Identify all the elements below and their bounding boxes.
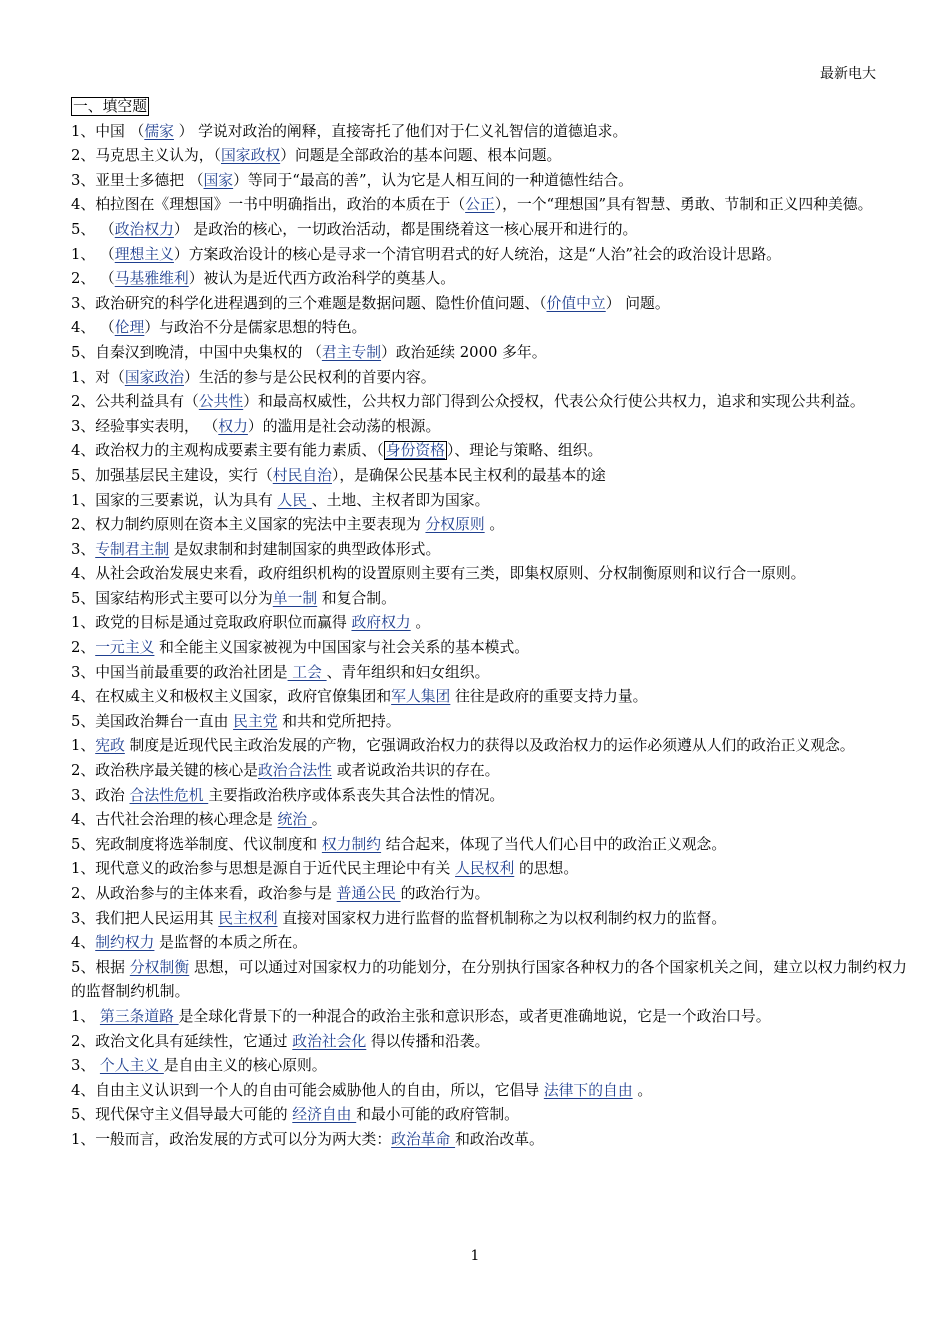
question-text: 4、 [71,934,96,952]
question-text: 和共和党所把持。 [277,712,401,730]
question-line [71,562,907,587]
answer-blank: 国家政治 [124,368,185,386]
question-text: 是全球化背景下的一种混合的政治主张和意识形态，或者更准确地说，它是一个政治口号。 [178,1007,771,1025]
answer-blank: 公正 [465,196,495,214]
answer-blank: 国家 [203,171,234,189]
question-text: 3、我们把人民运用其 [71,909,219,927]
question-text: 3、 [71,1057,100,1075]
answer-blank: 君主专制 [321,343,382,361]
question-line [71,169,907,194]
question-line [71,1103,907,1128]
question-line [71,513,907,538]
question-line [71,439,907,464]
question-text: ） 学说对政治的阐释，直接寄托了他们对于仁义礼智信的道德追求。 [173,122,628,140]
question-text: 2、政治秩序最关键的核心是 [71,762,258,780]
question-text: 3、经验事实表明， （ [71,417,219,435]
question-line [71,931,907,956]
question-text: 往往是政府的重要支持力量。 [450,688,648,706]
question-text: 1、中国 （ [71,122,145,140]
question-text: 5、国家结构形式主要可以分为 [71,589,273,607]
question-text: ）生活的参与是公民权利的首要内容。 [184,368,436,386]
question-text: 4、古代社会治理的核心理念是 [71,811,278,829]
question-text: 是奴隶制和封建制国家的典型政体形式。 [169,540,441,558]
question-line [71,243,907,268]
page-header: 最新电大 [820,66,876,82]
question-text: 结合起来，体现了当代人们心目中的政治正义观念。 [381,835,727,853]
question-list [71,120,907,1153]
answer-blank: 政治合法性 [257,762,332,780]
answer-blank: 单一制 [272,589,318,607]
question-text: 3、 [71,540,96,558]
answer-blank: 权力 [218,417,248,435]
question-text: 3、政治研究的科学化进程遇到的三个难题是数据问题、隐性价值问题、（ [71,294,547,312]
answer-blank: 理想主义 [114,245,174,263]
answer-blank: 政府权力 [351,614,411,632]
question-text: 4、柏拉图在《理想国》一书中明确指出，政治的本质在于（ [71,196,466,214]
question-line [71,267,907,292]
question-line [71,120,907,145]
question-text: 的政治行为。 [400,885,490,902]
question-text: 思想，可以通过对国家权力的功能划分，在分别执行国家各种权力的各个国家机关之间，建立以权力制约权力的监督制约机制。 [71,958,907,1001]
question-text: 1、一般而言，政治发展的方式可以分为两大类： [71,1130,392,1148]
question-text: 5、现代保守主义倡导最大可能的 [71,1106,293,1124]
question-line [71,956,907,1005]
question-text: 和复合制。 [317,589,396,607]
answer-blank: 工会 [287,663,327,681]
question-text: 2、马克思主义认为，（ [71,147,221,165]
question-line [71,538,907,563]
section-title: 一、填空题 [73,98,147,115]
answer-blank: 第三条道路 [99,1007,179,1025]
answer-blank: 普通公民 [336,885,401,902]
question-text: 2、公共利益具有（ [71,393,199,411]
question-line [71,415,907,440]
question-text: 2、 （ [71,270,115,288]
question-line [71,661,907,686]
answer-blank: 统治 [277,811,312,829]
question-text: 是自由主义的核心原则。 [163,1057,327,1075]
question-line [71,611,907,636]
answer-blank: 民主党 [233,712,278,730]
question-text: 3、政治 [71,786,130,804]
question-text: 、青年组织和妇女组织。 [326,663,490,681]
question-line [71,390,907,415]
answer-blank: 经济自由 [292,1106,357,1124]
question-line [71,784,907,809]
answer-blank: 权力制约 [321,835,382,853]
answer-blank: 政治权力 [114,220,174,238]
question-line [71,808,907,833]
question-text: 得以传播和沿袭。 [366,1032,490,1050]
question-text: ），一个“理想国”具有智慧、勇敢、节制和正义四种美德。 [494,196,873,214]
answer-blank: 军人集团 [391,688,451,706]
answer-blank: 人民 [277,491,312,509]
page-number: 1 [470,1248,480,1264]
question-line [71,1054,907,1079]
question-text: 5、美国政治舞台一直由 [71,712,234,730]
question-text: 或者说政治共识的存在。 [331,762,500,780]
answer-blank: 民主权利 [218,909,278,927]
question-text: 直接对国家权力进行监督的监督机制称之为以权利制约权力的监督。 [277,909,727,927]
answer-blank: 伦理 [114,319,145,337]
question-text: 主要指政治秩序或体系丧失其合法性的情况。 [208,786,505,804]
question-text: ）、理论与策略、组织。 [446,442,603,460]
answer-blank: 公共性 [198,393,244,411]
question-text: 4、从社会政治发展史来看，政府组织机构的设置原则主要有三类，即集权原则、分权制衡原则和议行合一原则。 [71,565,806,583]
answer-blank: 专制君主制 [95,540,170,558]
question-text: 是监督的本质之所在。 [154,934,308,952]
question-line [71,907,907,932]
question-line [71,341,907,366]
question-line [71,292,907,317]
question-text: 4、 （ [71,319,115,337]
question-text: 3、亚里士多德把 （ [71,171,204,189]
answer-blank: 制约权力 [95,934,155,952]
question-line [71,685,907,710]
answer-blank: 个人主义 [99,1057,164,1075]
answer-blank: 村民自治 [272,466,332,484]
question-text: 1、 [71,1007,100,1025]
question-line [71,489,907,514]
question-text: 2、政治文化具有延续性，它通过 [71,1032,293,1050]
question-line [71,587,907,612]
section-title-wrap [71,95,907,120]
question-line [71,734,907,759]
question-text: 4、政治权力的主观构成要素主要有能力素质、（ [71,442,384,460]
question-line [71,218,907,243]
question-line [71,636,907,661]
question-line [71,1030,907,1055]
question-text: 5、自秦汉到晚清，中国中央集权的 （ [71,343,322,361]
question-text: 1、 （ [71,245,115,263]
question-text: 5、宪政制度将选举制度、代议制度和 [71,835,322,853]
answer-blank: 政治革命 [391,1130,456,1148]
question-text: 。 [311,811,327,829]
answer-blank: 马基雅维利 [114,270,189,288]
question-line [71,1005,907,1030]
answer-blank: 一元主义 [95,639,155,657]
answer-blank: 国家政权 [220,147,281,165]
question-text: 。 [410,614,431,632]
answer-blank: 儒家 [144,122,174,140]
question-line [71,759,907,784]
question-text: 1、对（ [71,368,125,386]
question-text: ）等同于“最高的善”，认为它是人相互间的一种道德性结合。 [233,171,633,189]
question-text: 制度是近现代民主政治发展的产物，它强调政治权力的获得以及政治权力的运作必须遵从人们的政治正义观念。 [124,737,855,755]
question-line [71,833,907,858]
question-line [71,882,907,907]
question-text: 4、自由主义认识到一个人的自由可能会威胁他人的自由，所以，它倡导 [71,1081,544,1099]
question-text: 5、 （ [71,220,115,238]
answer-blank: 法律下的自由 [543,1081,633,1099]
question-text: 、土地、主权者即为国家。 [311,491,490,509]
question-text: ）被认为是近代西方政治科学的奠基人。 [188,270,456,288]
question-text: ）政治延续 2000 多年。 [381,343,547,361]
question-text: 2、权力制约原则在资本主义国家的宪法中主要表现为 [71,516,426,534]
question-text: 的思想。 [514,860,579,878]
question-text: 和全能主义国家被视为中国国家与社会关系的基本模式。 [154,639,530,657]
question-line [71,1128,907,1153]
question-text: ）方案政治设计的核心是寻求一个清官明君式的好人统治，这是“人治”社会的政治设计思路。 [173,245,781,263]
answer-blank: 分权制衡 [129,958,190,976]
answer-blank: 分权原则 [425,516,485,534]
question-line [71,316,907,341]
question-line [71,1079,907,1104]
question-text: ）和最高权威性，公共权力部门得到公众授权，代表公众行使公共权力，追求和实现公共利益。 [243,393,865,411]
question-text: 5、加强基层民主建设，实行（ [71,466,273,484]
question-text: ），是确保公民基本民主权利的最基本的途 [331,466,606,484]
question-line [71,193,907,218]
question-text: ）与政治不分是儒家思想的特色。 [144,319,367,337]
question-line [71,144,907,169]
answer-blank: 政治社会化 [292,1032,367,1050]
answer-blank: 宪政 [95,737,125,755]
question-text: 1、国家的三要素说，认为具有 [71,491,278,509]
question-text: 2、从政治参与的主体来看，政治参与是 [71,885,337,902]
question-text: 3、中国当前最重要的政治社团是 [71,663,288,681]
answer-blank: 合法性危机 [129,786,209,804]
question-text: ）问题是全部政治的基本问题、根本问题。 [280,147,562,165]
question-text: 和政治改革。 [455,1130,544,1148]
question-text: 1、现代意义的政治参与思想是源自于近代民主理论中有关 [71,860,456,878]
question-text: 。 [484,516,505,534]
question-text: 2、 [71,639,96,657]
answer-blank: 人民权利 [455,860,515,878]
question-text: 1、 [71,737,96,755]
answer-blank: 身份资格 [385,442,445,460]
answer-blank: 价值中立 [546,294,606,312]
question-text: 4、在权威主义和极权主义国家，政府官僚集团和 [71,688,392,706]
question-text: ） 问题。 [605,294,670,312]
question-text: 5、根据 [71,958,130,976]
question-text: ） 是政治的核心，一切政治活动，都是围绕着这一核心展开和进行的。 [173,220,638,238]
document-body [71,95,907,1153]
question-line [71,464,907,489]
question-line [71,710,907,735]
question-text: ）的滥用是社会动荡的根源。 [247,417,441,435]
question-text: 1、政党的目标是通过竞取政府职位而赢得 [71,614,352,632]
question-line [71,857,907,882]
question-text: 和最小可能的政府管制。 [356,1106,519,1124]
question-text: 。 [632,1081,653,1099]
question-line [71,366,907,391]
